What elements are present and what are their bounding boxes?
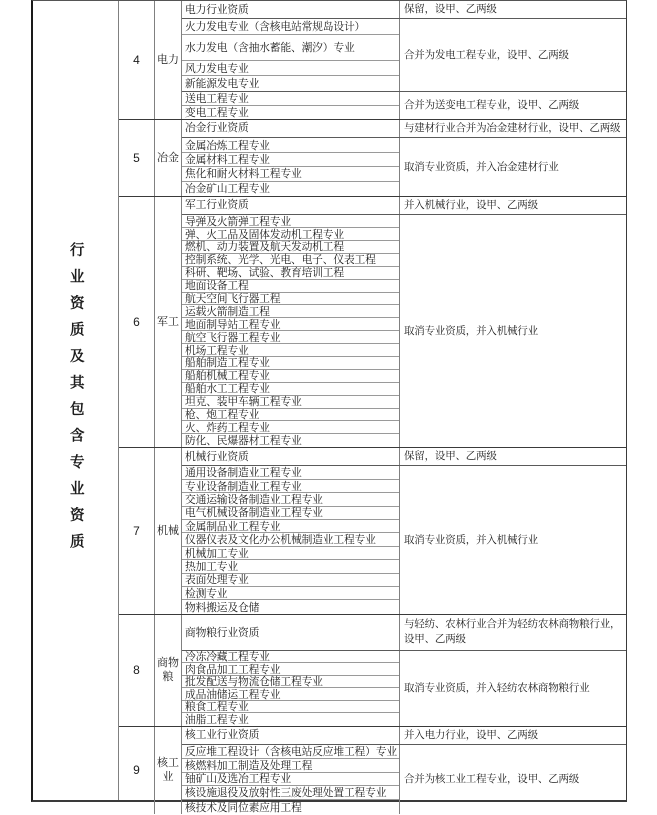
- qualification-item: 电力行业资质: [185, 3, 249, 16]
- qualification-group: [182, 448, 626, 466]
- qualification-item: 铀矿山及选冶工程专业: [182, 773, 399, 787]
- qualification-item: 运载火箭制造工程: [182, 305, 399, 318]
- qualification-item: 新能源发电专业: [185, 78, 260, 91]
- qualification-item: 变电工程专业: [185, 106, 249, 119]
- industry-name: 商物粮: [155, 615, 182, 726]
- qualification-group: [182, 727, 626, 745]
- section-row-jungong: [119, 197, 626, 448]
- section-content: [182, 727, 626, 814]
- qualification-items: [182, 727, 400, 744]
- action-note: 并入电力行业，设甲、乙两级: [404, 728, 538, 741]
- action-note: 取消专业资质，并入轻纺农林商物粮行业: [404, 681, 590, 694]
- qualification-item: 机场工程专业: [182, 344, 399, 357]
- qualification-item: 冷冻冷藏工程专业: [182, 651, 399, 664]
- action-note: 取消专业资质，并入机械行业: [404, 324, 538, 337]
- qualification-group: [182, 19, 626, 92]
- qualification-item: 物料搬运及仓储: [185, 601, 260, 614]
- row-group-header-cell: [33, 1, 119, 800]
- action-note: 与轻纺、农林行业合并为轻纺农林商物粮行业，设甲、乙两级: [404, 618, 621, 646]
- qualification-item: 冶金行业资质: [185, 121, 249, 134]
- qualification-items: [182, 745, 400, 814]
- qualification-item: 科研、靶场、试验、教育培训工程: [182, 267, 399, 280]
- action-note: 取消专业资质，并入冶金建材行业: [404, 160, 559, 173]
- section-row-shangwuliang: [119, 615, 626, 727]
- section-content: [182, 120, 626, 196]
- qualification-items: [182, 615, 400, 650]
- qualification-item: 船舶水工工程专业: [182, 383, 399, 396]
- qualification-items: [182, 466, 400, 613]
- qualification-group: [182, 92, 626, 119]
- qualification-item: 成品油储运工程专业: [182, 688, 399, 701]
- section-row-hegongye: [119, 727, 626, 814]
- qualification-group: [182, 615, 626, 651]
- qualification-item: 坦克、装甲车辆工程专业: [182, 396, 399, 409]
- qualification-item: 燃机、动力装置及航天发动机工程: [182, 241, 399, 254]
- qualification-item: 船舶制造工程专业: [182, 357, 399, 370]
- section-row-jixie: [119, 448, 626, 615]
- section-content: [182, 448, 626, 614]
- qualification-item: 送电工程专业: [182, 92, 399, 106]
- qualification-item: 火力发电专业（含核电站常规岛设计）: [182, 19, 399, 35]
- action-note: 合并为送变电工程专业，设甲、乙两级: [404, 99, 580, 112]
- qualification-item: 导弹及火箭弹工程专业: [182, 215, 399, 228]
- qualification-item: 控制系统、光学、光电、电子、仪表工程: [182, 254, 399, 267]
- qualification-item: 专业设备制造业工程专业: [182, 480, 399, 493]
- qualification-item: 金属材料工程专业: [182, 153, 399, 167]
- action-note: 取消专业资质，并入机械行业: [404, 533, 538, 546]
- qualification-item: 枪、炮工程专业: [182, 409, 399, 422]
- qualification-group: [182, 745, 626, 814]
- qualification-group: [182, 138, 626, 196]
- qualification-item: 防化、民爆器材工程专业: [185, 435, 302, 448]
- qualification-item: 核技术及同位素应用工程: [185, 801, 302, 814]
- qualification-items: [182, 138, 400, 196]
- qualification-item: 批发配送与物流仓储工程专业: [182, 676, 399, 689]
- industry-name: 电力: [155, 1, 182, 119]
- qualification-item: 船舶机械工程专业: [182, 370, 399, 383]
- industry-name: 冶金: [155, 120, 182, 196]
- action-note: 保留，设甲、乙两级: [404, 3, 497, 15]
- qualification-item: 航空飞行器工程专业: [182, 331, 399, 344]
- industry-name: 军工: [155, 197, 182, 447]
- industry-name: 机械: [155, 448, 182, 614]
- row-number: 5: [119, 120, 155, 196]
- qualification-items: [182, 215, 400, 447]
- qualification-group: [182, 651, 626, 726]
- industry-name: 核工业: [155, 727, 182, 814]
- qualification-items: [182, 1, 400, 18]
- qualification-item: 肉食品加工工程专业: [182, 663, 399, 676]
- qualification-items: [182, 651, 400, 726]
- qualification-item: 弹、火工品及固体发动机工程专业: [182, 228, 399, 241]
- qualification-item: 油脂工程专业: [185, 714, 249, 727]
- section-row-dianli: [119, 1, 626, 120]
- section-content: [182, 1, 626, 119]
- section-content: [182, 615, 626, 726]
- action-note: 并入机械行业，设甲、乙两级: [404, 199, 538, 211]
- qualification-item: 商物粮行业资质: [185, 626, 260, 639]
- qualification-items: [182, 448, 400, 465]
- action-note: 与建材行业合并为冶金建材行业，设甲、乙两级: [404, 122, 621, 135]
- qualification-item: 水力发电（含抽水蓄能、潮汐）专业: [182, 35, 399, 61]
- row-number: 8: [119, 615, 155, 726]
- action-note: 合并为发电工程专业，设甲、乙两级: [404, 48, 569, 61]
- qualification-item: 焦化和耐火材料工程专业: [182, 167, 399, 181]
- qualification-item: 机械加工专业: [182, 547, 399, 560]
- qualification-item: 金属冶炼工程专业: [182, 138, 399, 152]
- qualification-item: 核工业行业资质: [185, 729, 260, 742]
- row-number: 6: [119, 197, 155, 447]
- row-number: 9: [119, 727, 155, 814]
- section-content: [182, 197, 626, 447]
- qualification-group: [182, 466, 626, 613]
- qualification-item: 通用设备制造业工程专业: [182, 466, 399, 479]
- qualification-items: [182, 120, 400, 137]
- qualification-items: [182, 197, 400, 214]
- qualification-item: 航天空间飞行器工程: [182, 293, 399, 306]
- qualification-item: 机械行业资质: [185, 451, 249, 464]
- action-note: 保留，设甲、乙两级: [404, 450, 497, 463]
- row-group-header-label: 行业资质及其包含专业资质: [67, 241, 84, 560]
- qualification-item: 热加工专业: [182, 560, 399, 573]
- qualification-item: 风力发电专业: [182, 61, 399, 76]
- qualification-item: 检测专业: [182, 587, 399, 600]
- qualification-item: 核设施退役及放射性三废处理处置工程专业: [182, 786, 399, 800]
- qualification-table: [31, 0, 627, 814]
- qualification-item: 粮食工程专业: [182, 701, 399, 714]
- qualification-item: 仪器仪表及文化办公机械制造业工程专业: [182, 533, 399, 546]
- qualification-group: [182, 197, 626, 215]
- qualification-item: 地面制导站工程专业: [182, 318, 399, 331]
- row-number: 4: [119, 1, 155, 119]
- qualification-item: 火、炸药工程专业: [182, 421, 399, 434]
- qualification-group: [182, 120, 626, 138]
- action-note: 合并为核工业工程专业，设甲、乙两级: [404, 772, 580, 785]
- qualification-item: 地面设备工程: [182, 280, 399, 293]
- qualification-item: 电气机械设备制造业工程专业: [182, 507, 399, 520]
- qualification-items: [182, 19, 400, 91]
- qualification-group: [182, 1, 626, 19]
- qualification-item: 核燃料加工制造及处理工程: [182, 759, 399, 773]
- section-row-yejin: [119, 120, 626, 197]
- qualification-item: 反应堆工程设计（含核电站反应堆工程）专业: [182, 745, 399, 759]
- qualification-group: [182, 215, 626, 447]
- qualification-item: 金属制品业工程专业: [182, 520, 399, 533]
- row-number: 7: [119, 448, 155, 614]
- qualification-item: 表面处理专业: [182, 574, 399, 587]
- table-body: [119, 1, 626, 814]
- qualification-item: 交通运输设备制造业工程专业: [182, 493, 399, 506]
- qualification-items: [182, 92, 400, 119]
- qualification-item: 军工行业资质: [185, 198, 249, 211]
- qualification-item: 冶金矿山工程专业: [185, 183, 270, 196]
